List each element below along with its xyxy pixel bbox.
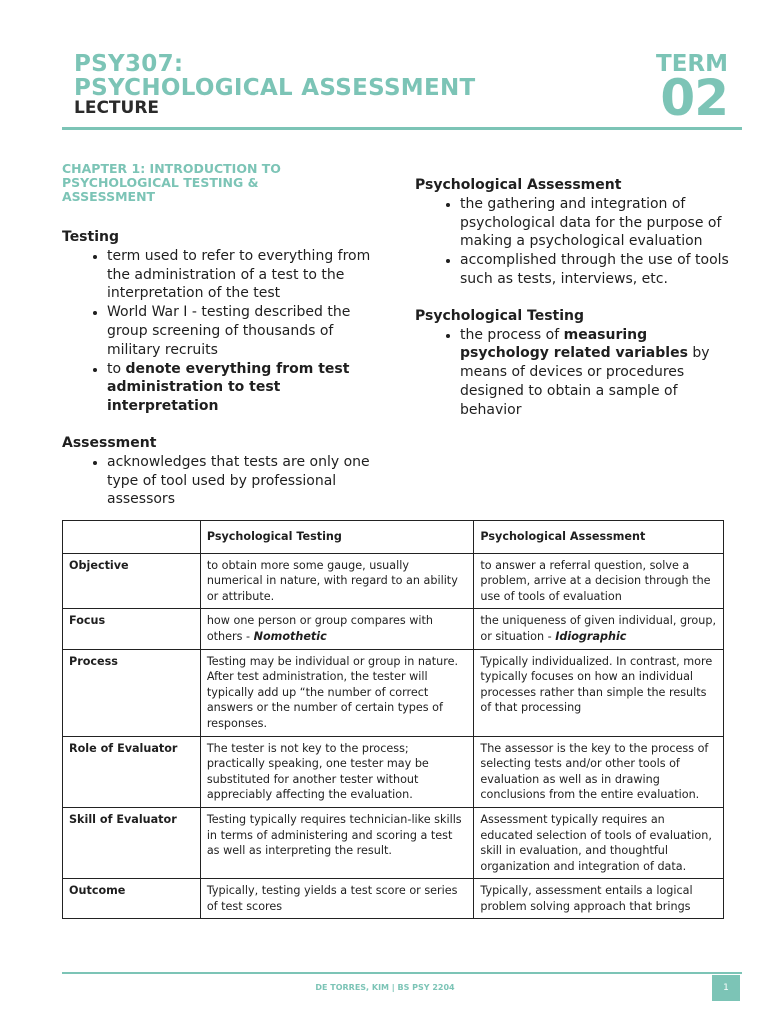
row-label: Objective	[63, 553, 201, 609]
table-row	[63, 649, 724, 736]
footer-divider	[62, 972, 742, 974]
list-item: • accomplished through the use of tools such as tests, interviews, etc.	[460, 251, 735, 289]
list-item: • the gathering and integration of psychological data for the purpose of making a psychological evaluation	[460, 195, 735, 251]
cell-emphasis: Idiographic	[555, 629, 627, 643]
table-cell: to answer a referral question, solve a problem, arrive at a decision through the use of tools of evaluation	[474, 553, 724, 609]
course-code: PSY307:	[74, 51, 184, 77]
psych-assessment-heading: Psychological Assessment	[415, 177, 622, 193]
chapter-heading-line: PSYCHOLOGICAL TESTING &	[62, 175, 259, 190]
table-cell: Typically, testing yields a test score or series of test scores	[200, 879, 474, 919]
table-header-empty	[63, 521, 201, 554]
row-label: Outcome	[63, 879, 201, 919]
right-column	[415, 176, 735, 438]
table-row	[63, 807, 724, 878]
table-cell: The assessor is the key to the process of selecting tests and/or other tools of evaluation as well as in drawing conclusions from the entire evaluation.	[474, 736, 724, 807]
psych-assessment-list	[415, 195, 735, 289]
list-item: • acknowledges that tests are only one type of tool used by professional assessors	[107, 453, 382, 509]
table-cell: to obtain more some gauge, usually numerical in nature, with regard to an ability or attribute.	[200, 553, 474, 609]
assessment-heading: Assessment	[62, 434, 157, 451]
table-cell: Typically, assessment entails a logical problem solving approach that brings	[474, 879, 724, 919]
list-item: • World War I - testing described the group screening of thousands of military recruits	[107, 303, 382, 359]
list-item-text: the process of	[460, 326, 564, 343]
comparison-table	[62, 520, 724, 919]
header-divider	[62, 127, 742, 130]
chapter-heading-line: ASSESSMENT	[62, 189, 156, 204]
list-item	[107, 360, 382, 416]
psych-testing-heading: Psychological Testing	[415, 307, 585, 324]
row-label: Skill of Evaluator	[63, 807, 201, 878]
course-title: PSYCHOLOGICAL ASSESSMENT	[74, 75, 476, 101]
list-item-bold-text: denote everything from test administration to test interpretation	[107, 360, 350, 415]
row-label: Process	[63, 649, 201, 736]
term-label: TERM	[656, 51, 728, 77]
table-row	[63, 879, 724, 919]
table-cell	[200, 609, 474, 649]
testing-heading: Testing	[62, 229, 119, 245]
table-cell: Typically individualized. In contrast, more typically focuses on how an individual processes rather than simple the results of that processing	[474, 649, 724, 736]
footer-author: DE TORRES, KIM | BS PSY 2204	[315, 983, 455, 992]
table-header-cell: Psychological Assessment	[474, 521, 724, 554]
list-item-text: by means of devices or procedures designed to obtain a sample of behavior	[460, 345, 710, 418]
table-cell: The tester is not key to the process; practically speaking, one tester may be substituted for another tester without appreciably affecting the evaluation.	[200, 736, 474, 807]
list-item-bold-text: measuring psychology related variables	[460, 326, 688, 362]
list-item: • term used to refer to everything from the administration of a test to the interpretation of the test	[107, 247, 382, 303]
assessment-list	[62, 453, 382, 509]
cell-text: the uniqueness of given individual, group, or situation -	[480, 614, 716, 643]
cell-emphasis: Nomothetic	[253, 629, 327, 643]
row-label: Role of Evaluator	[63, 736, 201, 807]
table-header-row	[63, 521, 724, 554]
table-header-cell: Psychological Testing	[200, 521, 474, 554]
table-cell	[474, 609, 724, 649]
table-row	[63, 736, 724, 807]
term-number: 02	[660, 69, 728, 127]
page-number: 1	[712, 975, 740, 1001]
chapter-heading	[62, 162, 382, 204]
table-cell: Assessment typically requires an educated selection of tools of evaluation, skill in evaluation, and thoughtful organization and integration of data.	[474, 807, 724, 878]
testing-list	[62, 247, 382, 416]
left-column	[62, 162, 382, 527]
list-item	[460, 326, 735, 420]
lecture-label: LECTURE	[74, 98, 160, 118]
cell-text: how one person or group compares with others -	[206, 614, 434, 643]
list-item-text: to	[107, 360, 126, 377]
table-row	[63, 609, 724, 649]
table-cell: Testing typically requires technician-like skills in terms of administering and scoring a test as well as interpreting the result.	[200, 807, 474, 878]
psych-testing-list	[415, 326, 735, 420]
table-row	[63, 553, 724, 609]
table-cell: Testing may be individual or group in nature. After test administration, the tester will typically add up “the number of correct answers or the number of certain types of responses.	[200, 649, 474, 736]
chapter-heading-line: CHAPTER 1: INTRODUCTION TO	[62, 161, 281, 176]
row-label: Focus	[63, 609, 201, 649]
